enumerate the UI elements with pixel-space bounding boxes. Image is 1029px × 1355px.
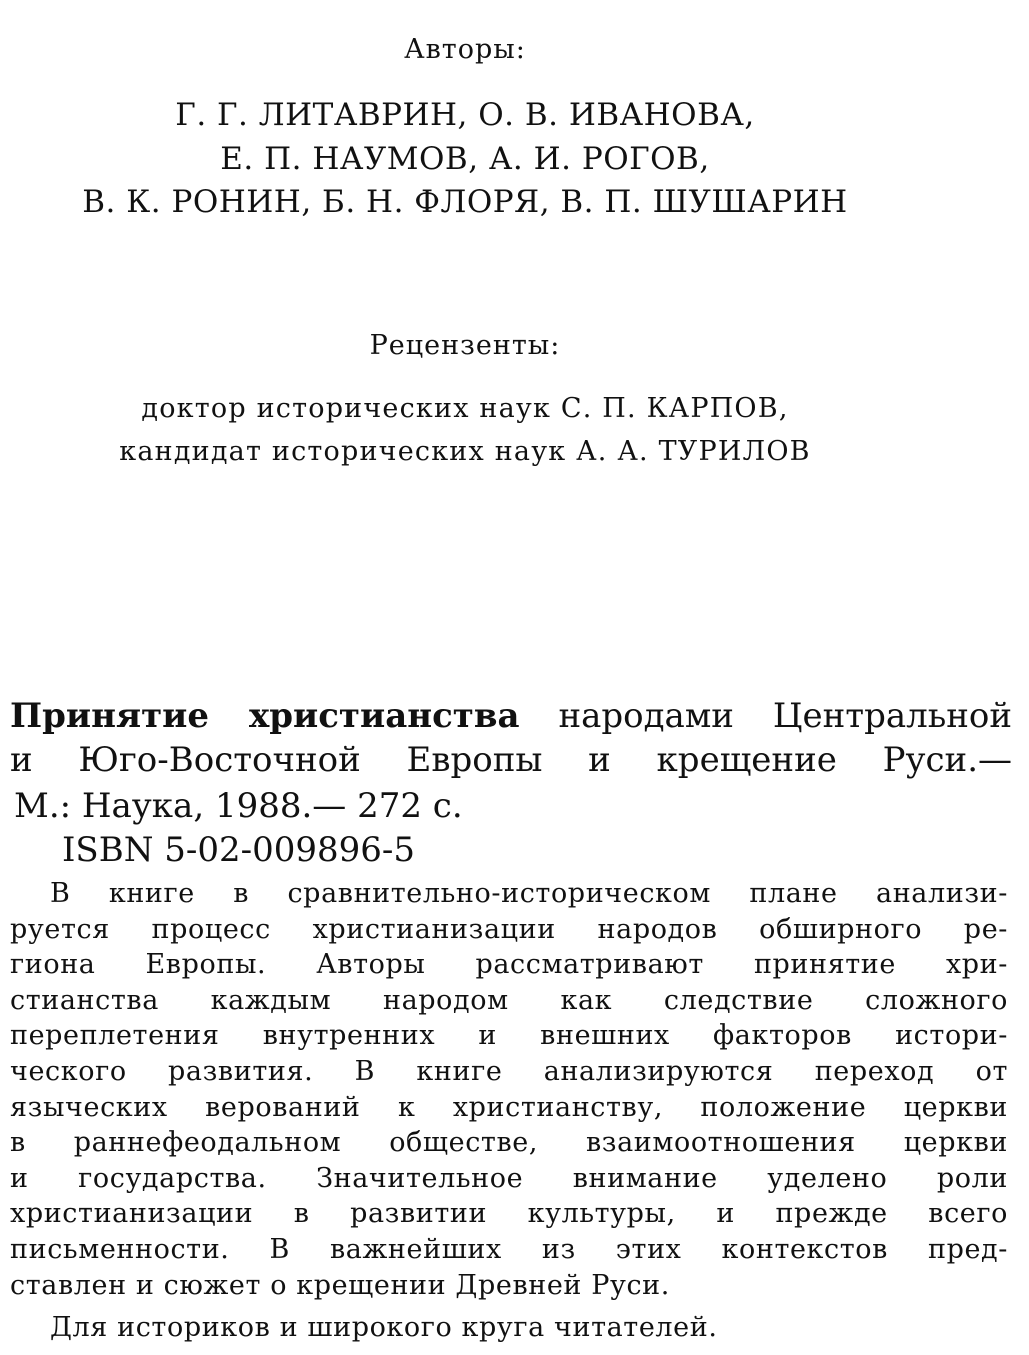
reviewer-line-2: кандидат исторических наук А. А. ТУРИЛОВ [119, 436, 811, 467]
abstract-line: переплетения внутренних и внешних факторов истори- [10, 1020, 1008, 1052]
authors-label: Авторы: [404, 34, 526, 65]
publisher-line: М.: Наука, 1988.— 272 с. [14, 786, 463, 826]
abstract-line: гиона Европы. Авторы рассматривают принятие хри- [10, 949, 1008, 981]
abstract-line: языческих верований к христианству, положение церкви [10, 1091, 1008, 1123]
isbn: ISBN 5-02-009896-5 [62, 830, 416, 870]
abstract-line: и государства. Значительное внимание уделено роли [10, 1162, 1008, 1194]
author-line-1: Г. Г. ЛИТАВРИН, О. В. ИВАНОВА, [175, 97, 755, 133]
abstract-line: письменности. В важнейших из этих контекстов пред- [10, 1233, 1008, 1265]
book-title-bold: Принятие христианства [10, 696, 520, 736]
reviewers-label: Рецензенты: [369, 330, 561, 361]
author-line-3: В. К. РОНИН, Б. Н. ФЛОРЯ, В. П. ШУШАРИН [82, 184, 848, 220]
book-title-rest: народами Центральной [558, 696, 1013, 736]
abstract-line: руется процесс христианизации народов обширного ре- [10, 913, 1008, 945]
reviewer-line-1: доктор исторических наук С. П. КАРПОВ, [141, 393, 789, 424]
abstract-line: ставлен и сюжет о крещении Древней Руси. [10, 1269, 670, 1301]
abstract-line: христианизации в развитии культуры, и прежде всего [10, 1198, 1008, 1230]
abstract-line: в раннефеодальном обществе, взаимоотношения церкви [10, 1127, 1008, 1159]
audience-note: Для историков и широкого круга читателей. [50, 1312, 718, 1343]
biblio-line-2: и Юго-Восточной Европы и крещение Руси.— [10, 740, 1012, 780]
bibliographic-description [10, 694, 1012, 782]
abstract-line: стианства каждым народом как следствие сложного [10, 984, 1008, 1016]
abstract [10, 876, 1008, 1303]
biblio-line-1 [10, 694, 1012, 738]
abstract-line: В книге в сравнительно-историческом плане анализи- [50, 878, 1008, 909]
abstract-line: ческого развития. В книге анализируются переход от [10, 1055, 1008, 1087]
author-line-2: Е. П. НАУМОВ, А. И. РОГОВ, [220, 141, 710, 177]
